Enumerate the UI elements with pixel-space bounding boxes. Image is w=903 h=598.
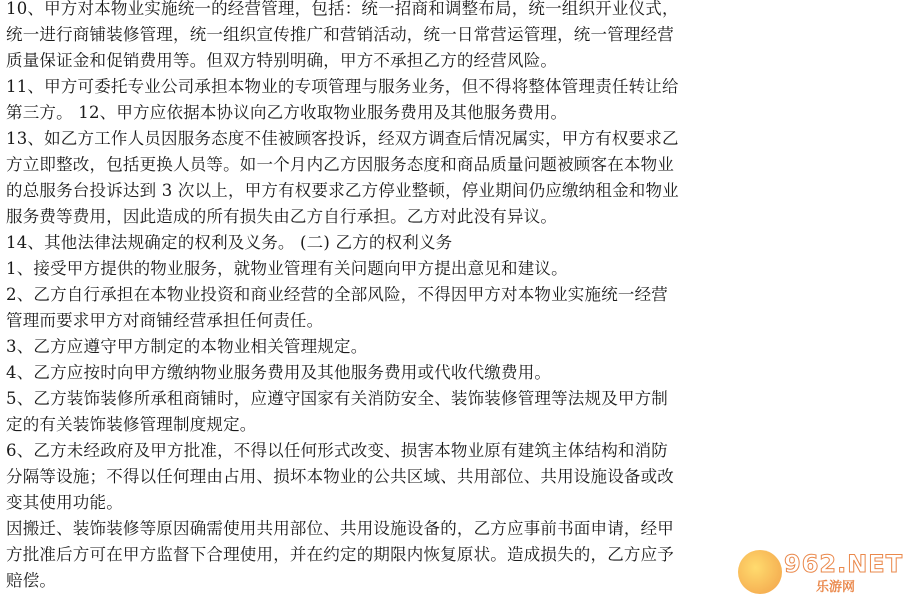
text-line: 的总服务台投诉达到 3 次以上，甲方有权要求乙方停业整顿，停业期间仍应缴纳租金和物业 [6,181,679,200]
text-line: 统一进行商铺装修管理，统一组织宣传推广和营销活动，统一日常营运管理，统一管理经营 [6,25,674,44]
text-line: 因搬迁、装饰装修等原因确需使用共用部位、共用设施设备的，乙方应事前书面申请，经甲 [6,519,674,538]
text-line: 质量保证金和促销费用等。但双方特别明确，甲方不承担乙方的经营风险。 [6,51,558,70]
text-line: 13、如乙方工作人员因服务态度不佳被顾客投诉，经双方调查后情况属实，甲方有权要求乙 [6,129,679,148]
text-line: 方批准后方可在甲方监督下合理使用，并在约定的期限内恢复原状。造成损失的，乙方应予 [6,545,674,564]
text-line: 赔偿。 [6,571,57,590]
text-line: 2、乙方自行承担在本物业投资和商业经营的全部风险，不得因甲方对本物业实施统一经营 [6,285,668,304]
text-line: 分隔等设施；不得以任何理由占用、损坏本物业的公共区域、共用部位、共用设施设备或改 [6,467,674,486]
text-line: 10、甲方对本物业实施统一的经营管理，包括：统一招商和调整布局，统一组织开业仪式， [6,0,679,18]
text-line: 6、乙方未经政府及甲方批准，不得以任何形式改变、损害本物业原有建筑主体结构和消防 [6,441,668,460]
text-line: 第三方。 12、甲方应依据本协议向乙方收取物业服务费用及其他服务费用。 [6,103,568,122]
text-line: 11、甲方可委托专业公司承担本物业的专项管理与服务业务，但不得将整体管理责任转让给 [6,77,679,96]
text-line: 管理而要求甲方对商铺经营承担任何责任。 [6,311,324,330]
watermark-logo [734,546,903,596]
watermark-brand: 962.NET [784,550,903,578]
text-line: 定的有关装饰装修管理制度规定。 [6,415,257,434]
text-line: 方立即整改，包括更换人员等。如一个月内乙方因服务态度和商品质量问题被顾客在本物业 [6,155,674,174]
text-line: 4、乙方应按时向甲方缴纳物业服务费用及其他服务费用或代收代缴费用。 [6,363,552,382]
text-line: 服务费等费用，因此造成的所有损失由乙方自行承担。乙方对此没有异议。 [6,207,558,226]
text-line: 14、其他法律法规确定的权利及义务。 (二) 乙方的权利义务 [6,233,453,252]
watermark-emblem-icon [738,550,782,594]
text-line: 变其使用功能。 [6,493,123,512]
text-line: 5、乙方装饰装修所承租商铺时，应遵守国家有关消防安全、装饰装修管理等法规及甲方制 [6,389,668,408]
text-line: 1、接受甲方提供的物业服务，就物业管理有关问题向甲方提出意见和建议。 [6,259,568,278]
watermark-sub: 乐游网 [816,580,856,595]
text-line: 3、乙方应遵守甲方制定的本物业相关管理规定。 [6,337,368,356]
